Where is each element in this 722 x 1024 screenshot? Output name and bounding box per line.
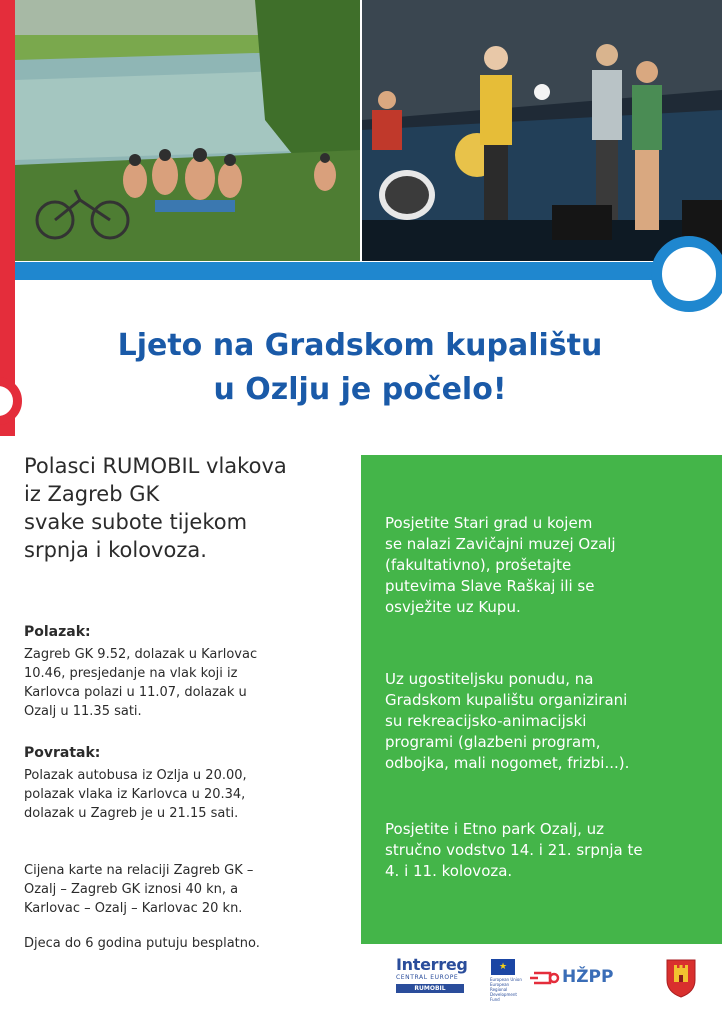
interreg-project: RUMOBIL [396, 984, 464, 993]
interreg-name: Interreg [396, 955, 468, 974]
page-title [60, 324, 660, 412]
activities-box [361, 455, 722, 944]
red-rail-circle-icon [0, 377, 22, 425]
activities-paragraph-2: Uz ugostiteljsku ponudu, na Gradskom kupalištu organizirani su rekreacijsko-animacijski programi (glazbeni program, odbojka, mali nogomet, frizbi...). [385, 670, 630, 772]
river-beach-photo [15, 0, 360, 261]
blue-rail-circle-icon [651, 236, 722, 312]
interreg-subtitle: CENTRAL EUROPE [396, 974, 459, 981]
title-line-2: u Ozlju je počelo! [213, 372, 507, 407]
concert-band-photo [362, 0, 722, 261]
eu-text: European Union European Regional Development Fund [490, 977, 522, 1002]
lead-text: Polasci RUMOBIL vlakova iz Zagreb GK svake subote tijekom srpnja i kolovoza. [24, 454, 287, 562]
return-heading: Povratak: [24, 745, 101, 761]
activities-paragraph-3: Posjetite i Etno park Ozalj, uz stručno vodstvo 14. i 21. srpnja te 4. i 11. kolovoza. [385, 820, 643, 880]
departure-heading: Polazak: [24, 624, 91, 640]
departure-text: Zagreb GK 9.52, dolazak u Karlovac 10.46, presjedanje na vlak koji iz Karlovca polazi u 11.07, dolazak u Ozalj u 11.35 sati. [24, 647, 258, 719]
title-line-1: Ljeto na Gradskom kupalištu [117, 328, 603, 363]
hzpp-text: HŽPP [562, 967, 614, 987]
schedule-column [24, 452, 349, 953]
red-rail-line [0, 0, 15, 436]
train-rail-icon [530, 964, 560, 990]
interreg-logo [396, 956, 486, 996]
hzpp-logo [530, 964, 626, 990]
eu-flag-icon: ★ [491, 959, 515, 975]
ozalj-coat-of-arms-icon [665, 958, 697, 998]
activities-paragraph-1: Posjetite Stari grad u kojem se nalazi Zavičajni muzej Ozalj (fakultativno), prošetajte putevima Slave Raškaj ili se osvježite uz Kupu. [385, 514, 616, 616]
children-note: Djeca do 6 godina putuju besplatno. [24, 936, 260, 951]
blue-rail-line [15, 262, 687, 280]
price-text: Cijena karte na relaciji Zagreb GK – Ozalj – Zagreb GK iznosi 40 kn, a Karlovac – Ozalj – Karlovac 20 kn. [24, 863, 254, 916]
photo-strip [15, 0, 722, 261]
return-text: Polazak autobusa iz Ozlja u 20.00, polazak vlaka iz Karlovca u 20.34, dolazak u Zagreb je u 21.15 sati. [24, 768, 247, 821]
